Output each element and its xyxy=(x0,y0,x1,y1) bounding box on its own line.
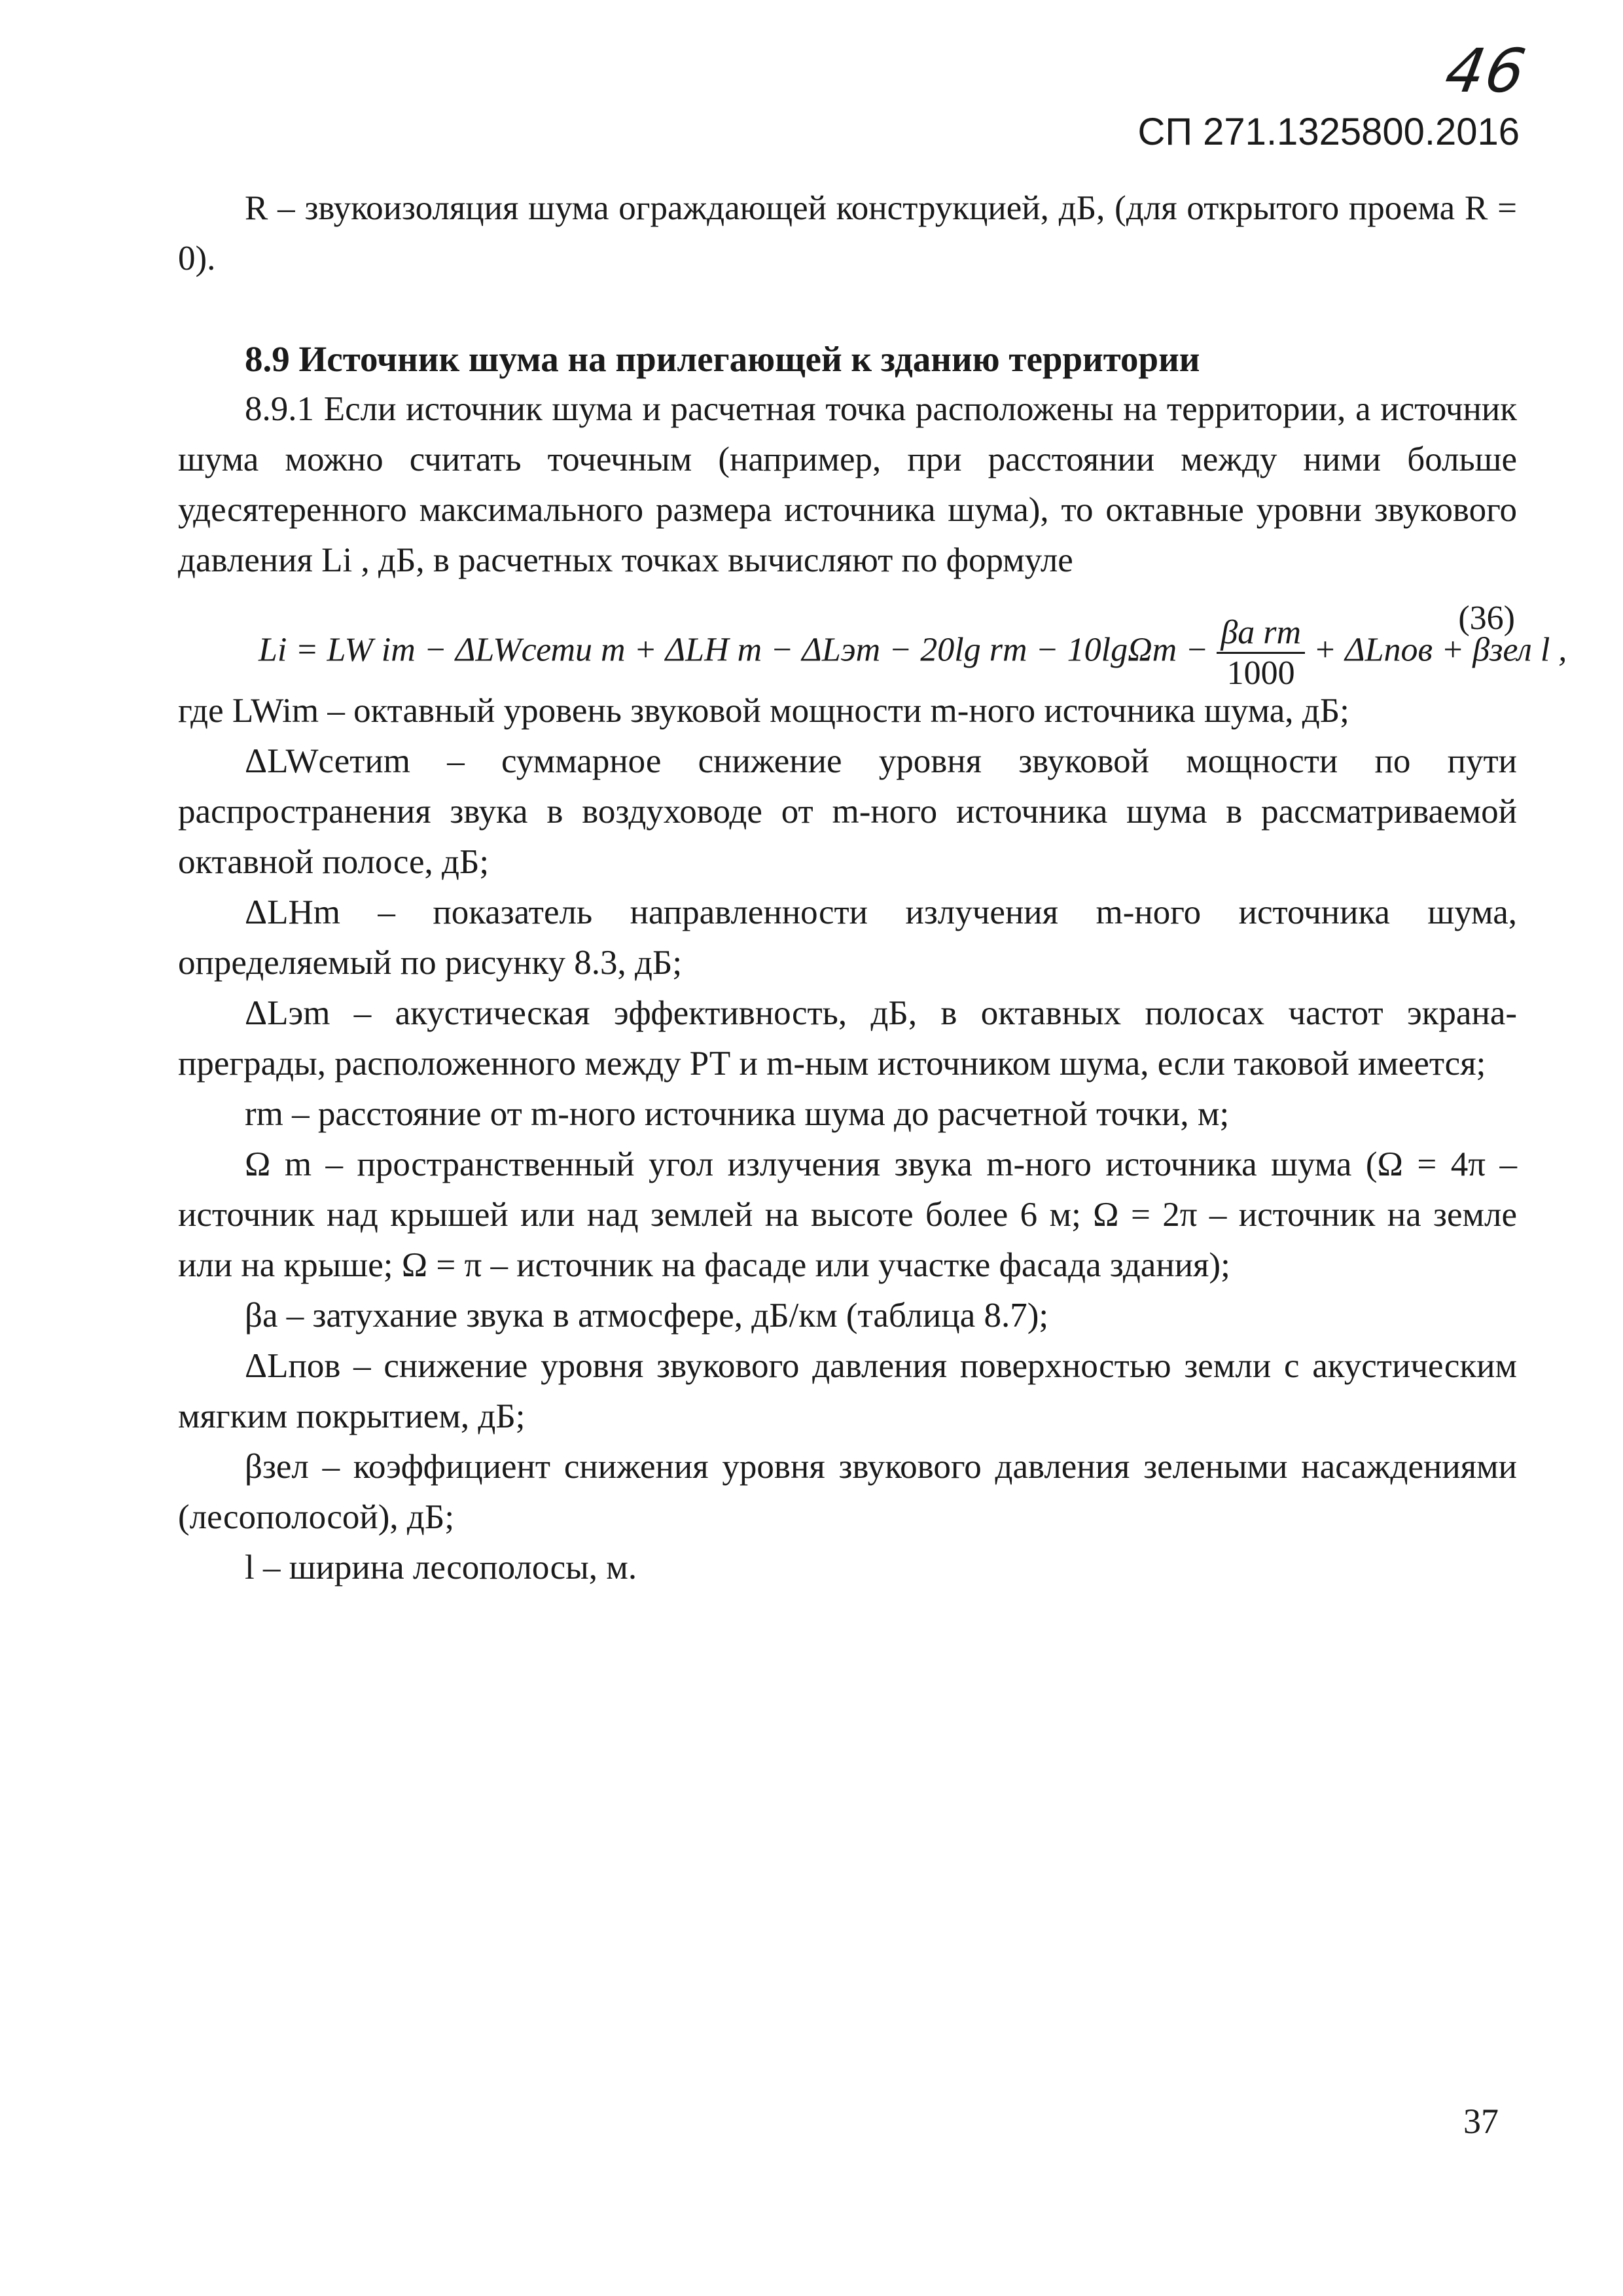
definition-item: Ω m – пространственный угол излучения звука m-ного источника шума (Ω = 4π – источник над крышей или над землей на высоте более 6 м; Ω = 2π – источник на земле или на крыше; Ω = π – источник на фасаде или участке фасада здания); xyxy=(178,1145,1517,1284)
definition-item: rm – расстояние от m-ного источника шума до расчетной точки, м; xyxy=(245,1095,1230,1133)
formula-36 xyxy=(259,599,1567,697)
paragraph-8-9-1: 8.9.1 Если источник шума и расчетная точка расположены на территории, а источник шума можно считать точечным (например, при расстоянии между ними больше удесятеренного максимального размера источника шума), то октавные уровни звукового давления Li , дБ, в расчетных точках вычисляют по формуле xyxy=(178,390,1517,579)
formula-fraction xyxy=(1217,613,1305,692)
paragraph-R-text: R – звукоизоляция шума ограждающей конструкцией, дБ, (для открытого проема R = 0). xyxy=(178,189,1517,278)
definition-item: где LWim – октавный уровень звуковой мощности m-ного источника шума, дБ; xyxy=(178,692,1349,730)
paragraph-R xyxy=(178,183,1517,284)
section-8-9 xyxy=(178,334,1517,586)
formula-lhs: Li = LW im − ΔLWсети m + ΔLН m − ΔLэm − 20lg rm − 10lgΩm − xyxy=(259,631,1209,669)
definitions-list xyxy=(178,686,1517,1593)
formula-fraction-numerator: βа rm xyxy=(1217,613,1305,654)
definition-item: ΔLWсетиm – суммарное снижение уровня звуковой мощности по пути распространения звука в воздуховоде от m-ного источника шума в рассматриваемой октавной полосе, дБ; xyxy=(178,742,1517,881)
definition-item: ΔLпов – снижение уровня звукового давления поверхностью земли с акустическим мягким покрытием, дБ; xyxy=(178,1347,1517,1435)
definition-item: βзел – коэффициент снижения уровня звукового давления зелеными насаждениями (лесополосой), дБ; xyxy=(178,1448,1517,1536)
section-heading: 8.9 Источник шума на прилегающей к зданию территории xyxy=(245,339,1200,379)
page-number: 37 xyxy=(1463,2102,1499,2141)
formula-fraction-denominator: 1000 xyxy=(1226,655,1295,692)
formula-number: (36) xyxy=(1458,600,1515,637)
definition-item: ΔLэm – акустическая эффективность, дБ, в октавных полосах частот экрана-преграды, расположенного между РТ и m-ным источником шума, если таковой имеется; xyxy=(178,994,1517,1083)
formula-expression xyxy=(259,613,1567,692)
definition-item: ΔLНm – показатель направленности излучения m-ного источника шума, определяемый по рисунку 8.3, дБ; xyxy=(178,893,1517,982)
document-code: СП 271.1325800.2016 xyxy=(1137,111,1520,153)
definition-item: l – ширина лесополосы, м. xyxy=(245,1549,637,1587)
formula-rhs: + ΔLпов + βзел l , xyxy=(1313,631,1567,669)
definition-item: βа – затухание звука в атмосфере, дБ/км (таблица 8.7); xyxy=(245,1297,1049,1335)
handwritten-page-number: 46 xyxy=(1440,36,1532,106)
